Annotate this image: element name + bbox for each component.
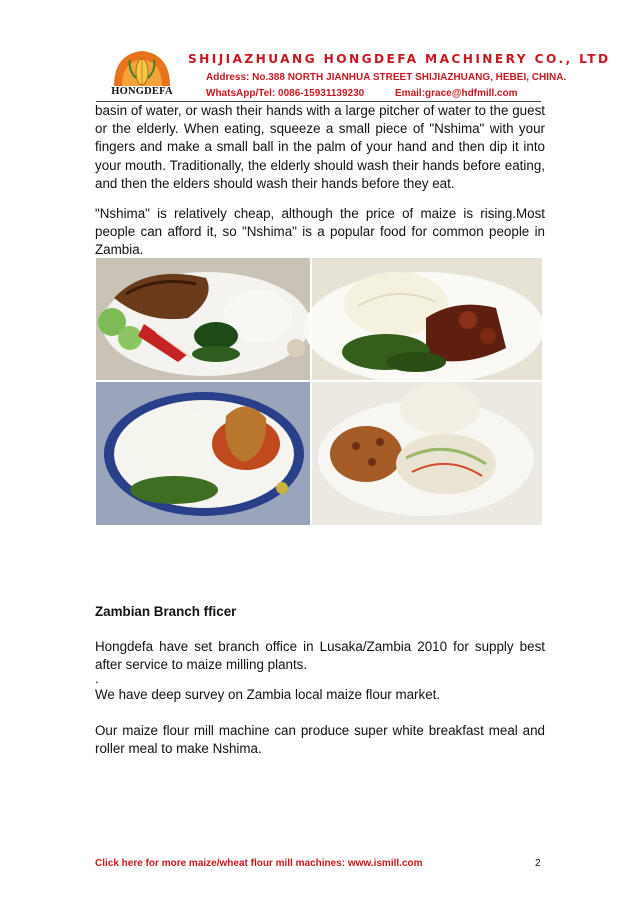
company-logo [96,48,188,100]
logo-wordmark: HONGDEFA [111,86,173,97]
company-contact [206,88,518,99]
paragraph-nshima-price: "Nshima" is relatively cheap, although the price of maize is rising.Most people can afford it, so "Nshima" is a popular food for common people in Zambia. [95,206,545,258]
maize-logo-icon [110,48,174,88]
paragraph-mill-machine: Our maize flour mill machine can produce super white breakfast meal and roller meal to make Nshima. [95,723,545,757]
paragraph-market-survey: We have deep survey on Zambia local maize flour market. [95,687,441,702]
letterhead [96,48,611,104]
contact-email: Email:grace@hdfmill.com [395,88,518,99]
nshima-food-photo-collage [96,258,542,525]
separator-dot: . [95,671,99,686]
company-address: Address: No.388 NORTH JIANHUA STREET SHIJIAZHUANG, HEBEI, CHINA. [206,72,567,83]
section-heading: Zambian Branch fficer [95,604,237,619]
photo-nshima-chicken [96,382,310,525]
photo-fish-plate [96,258,310,380]
page-number: 2 [535,858,541,869]
paragraph-branch-office: Hongdefa have set branch office in Lusaka/Zambia 2010 for supply best after service to maize milling plants. [95,639,545,673]
paragraph-eating-customs: basin of water, or wash their hands with a large pitcher of water to the guest or the elderly. When eating, squeeze a small piece of "Nshima" with your fingers and make a small ball in the palm of your hand and then dip it into your mouth. Traditionally, the elderly should wash their hands before eating, and then the elders should wash their hands before they eat. [95,103,545,191]
footer-website-link[interactable]: Click here for more maize/wheat flour mill machines: www.ismill.com [95,858,423,869]
photo-nshima-beans [312,382,542,525]
whatsapp-tel: WhatsApp/Tel: 0086-15931139230 [206,88,365,99]
photo-nshima-stew [304,258,542,384]
company-name: SHIJIAZHUANG HONGDEFA MACHINERY CO., LTD [188,52,611,66]
